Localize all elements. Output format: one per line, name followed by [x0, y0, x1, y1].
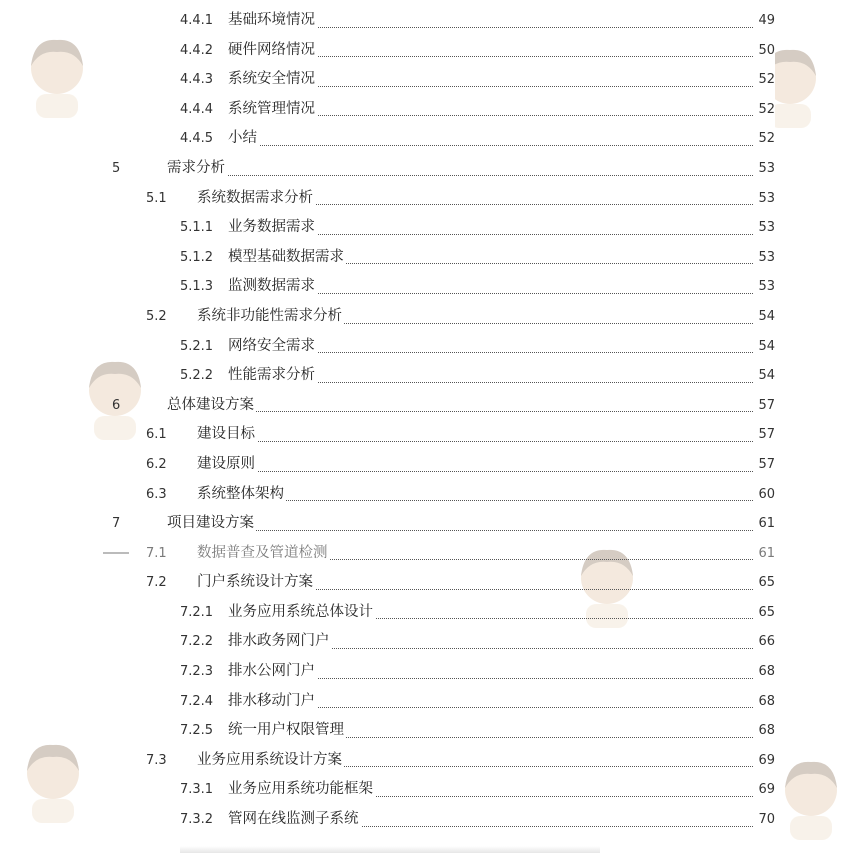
toc-entry-page-number: 54 [756, 302, 775, 332]
toc-entry-page-number: 53 [756, 213, 775, 243]
toc-entry-title: 统一用户权限管理 [228, 716, 346, 746]
toc-entry-number: 4.4.3 [180, 72, 214, 88]
toc-entry-page-number: 60 [756, 480, 775, 510]
toc-entry-title: 业务应用系统设计方案 [197, 746, 344, 776]
toc-entry-page-number: 53 [756, 154, 775, 184]
toc-entry-title: 基础环境情况 [228, 6, 317, 36]
toc-entry-number: 7.2.4 [180, 693, 214, 709]
toc-entry-title: 系统整体架构 [197, 480, 286, 510]
toc-entry-page-number: 54 [756, 361, 775, 391]
toc-entry-page-number: 66 [756, 627, 775, 657]
toc-entry-page-number: 54 [756, 332, 775, 362]
toc-entry-page-number: 61 [756, 539, 775, 569]
toc-entry-page-number: 65 [756, 598, 775, 628]
toc-entry-title: 系统非功能性需求分析 [197, 302, 344, 332]
toc-entry-title: 数据普查及管道检测 [197, 539, 330, 569]
toc-entry-number: 5.1.3 [180, 279, 214, 295]
toc-entry-number: 7.2.3 [180, 664, 214, 680]
toc-entry-number: 5.2 [146, 308, 167, 324]
toc-entry-title: 总体建设方案 [167, 391, 256, 421]
toc-entry-number: 7.3 [146, 752, 167, 768]
toc-entry-number: 7.2.2 [180, 634, 214, 650]
toc-entry-title: 模型基础数据需求 [228, 243, 346, 273]
toc-entry-page-number: 49 [756, 6, 775, 36]
toc-entry-title: 业务应用系统总体设计 [228, 598, 375, 628]
toc-entry-page-number: 61 [756, 509, 775, 539]
toc-entry-title: 建设原则 [197, 450, 257, 480]
toc-entry-number: 5.1.1 [180, 220, 214, 236]
toc-entry-title: 业务应用系统功能框架 [228, 775, 375, 805]
toc-entry-title: 项目建设方案 [167, 509, 256, 539]
toc-entry-number: 5 [112, 160, 121, 176]
toc-entry-page-number: 69 [756, 775, 775, 805]
toc-entry-title: 系统数据需求分析 [197, 184, 315, 214]
table-of-contents [0, 6, 853, 835]
toc-entry-number: 7.3.2 [180, 812, 214, 828]
toc-entry-title: 建设目标 [197, 420, 257, 450]
toc-entry-title: 门户系统设计方案 [197, 568, 315, 598]
toc-entry-number: 4.4.4 [180, 101, 214, 117]
toc-entry-number: 7.2.1 [180, 604, 214, 620]
toc-entry-title: 系统安全情况 [228, 65, 317, 95]
toc-entry-page-number: 52 [756, 95, 775, 125]
toc-entry-title: 性能需求分析 [228, 361, 317, 391]
toc-entry-number: 6.1 [146, 427, 167, 443]
toc-entry-title: 系统管理情况 [228, 95, 317, 125]
toc-entry-number: 5.1 [146, 190, 167, 206]
toc-entry-number: 7.2.5 [180, 723, 214, 739]
toc-entry-number: 5.1.2 [180, 249, 214, 265]
toc-entry-title: 排水政务网门户 [228, 627, 332, 657]
toc-entry-number: 4.4.1 [180, 13, 214, 28]
toc-entry-page-number: 53 [756, 184, 775, 214]
toc-entry-page-number: 65 [756, 568, 775, 598]
toc-entry-page-number: 57 [756, 450, 775, 480]
toc-entry-page-number: 52 [756, 124, 775, 154]
toc-dot-leader [197, 441, 753, 472]
toc-entry-number: 7.3.1 [180, 782, 214, 798]
toc-entry-page-number: 53 [756, 272, 775, 302]
toc-entry-page-number: 69 [756, 746, 775, 776]
toc-entry-number: 6.3 [146, 486, 167, 502]
toc-entry-number: 5.2.1 [180, 338, 214, 354]
toc-entry-page-number: 68 [756, 716, 775, 746]
toc-entry-number: 4.4.5 [180, 131, 214, 147]
toc-entry-title: 网络安全需求 [228, 332, 317, 362]
toc-entry-number: 7.1 [146, 545, 167, 561]
toc-dot-leader [197, 411, 753, 442]
toc-entry-title: 需求分析 [167, 154, 227, 184]
toc-entry-number: 7.2 [146, 575, 167, 591]
toc-entry-page-number: 68 [756, 657, 775, 687]
toc-entry-page-number: 68 [756, 687, 775, 717]
toc-entry-number: 6 [112, 397, 121, 413]
toc-entry-title: 小结 [228, 124, 259, 154]
toc-entry-title: 管网在线监测子系统 [228, 805, 361, 835]
toc-entry-title: 排水公网门户 [228, 657, 317, 687]
toc-entry-title: 监测数据需求 [228, 272, 317, 302]
cut-off-row-fade [180, 846, 600, 853]
toc-entry-number: 7 [112, 516, 121, 532]
toc-entry-page-number: 52 [756, 65, 775, 95]
toc-entry-number: 4.4.2 [180, 42, 214, 58]
toc-entry[interactable] [0, 805, 853, 835]
toc-entry-page-number: 57 [756, 420, 775, 450]
toc-entry-page-number: 70 [756, 805, 775, 835]
toc-entry-title: 排水移动门户 [228, 687, 317, 717]
toc-entry-page-number: 57 [756, 391, 775, 421]
toc-entry-title: 硬件网络情况 [228, 36, 317, 66]
toc-entry-page-number: 53 [756, 243, 775, 273]
toc-entry-number: 6.2 [146, 456, 167, 472]
toc-entry-page-number: 50 [756, 36, 775, 66]
toc-entry-number: 5.2.2 [180, 368, 214, 384]
toc-entry-title: 业务数据需求 [228, 213, 317, 243]
